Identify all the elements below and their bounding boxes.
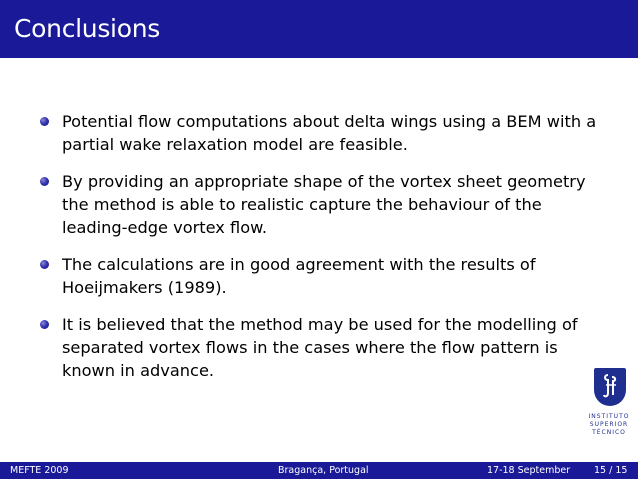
- slide-title: Conclusions: [14, 14, 160, 43]
- footer-location: Bragança, Portugal: [278, 465, 369, 476]
- bullet-icon: [40, 117, 49, 126]
- institution-logo: [586, 358, 632, 448]
- bullet-item: [40, 110, 600, 156]
- shield-icon: [594, 368, 626, 406]
- logo-line: INSTITUTO: [588, 413, 630, 420]
- footer-bar: [0, 462, 638, 479]
- title-bar: [0, 0, 638, 58]
- bullet-text: By providing an appropriate shape of the vortex sheet geometry the method is able to realistic capture the behaviour of the leading-edge vortex flow.: [62, 172, 586, 237]
- monogram-icon: [602, 373, 618, 399]
- bullet-item: [40, 170, 600, 239]
- logo-line: TÉCNICO: [592, 429, 626, 436]
- bullet-list: [40, 110, 600, 396]
- footer-page-number: 15 / 15: [594, 465, 628, 476]
- bullet-item: [40, 313, 600, 382]
- logo-text: [586, 413, 632, 437]
- bullet-icon: [40, 260, 49, 269]
- bullet-text: Potential flow computations about delta wings using a BEM with a partial wake relaxation model are feasible.: [62, 112, 597, 154]
- footer-conference: MEFTE 2009: [10, 465, 69, 476]
- bullet-text: It is believed that the method may be used for the modelling of separated vortex flows in the cases where the flow pattern is known in advance.: [62, 315, 578, 380]
- footer-date: 17-18 September: [487, 465, 571, 476]
- bullet-icon: [40, 320, 49, 329]
- bullet-text: The calculations are in good agreement with the results of Hoeijmakers (1989).: [62, 255, 536, 297]
- logo-line: SUPERIOR: [589, 421, 629, 428]
- bullet-item: [40, 253, 600, 299]
- bullet-icon: [40, 177, 49, 186]
